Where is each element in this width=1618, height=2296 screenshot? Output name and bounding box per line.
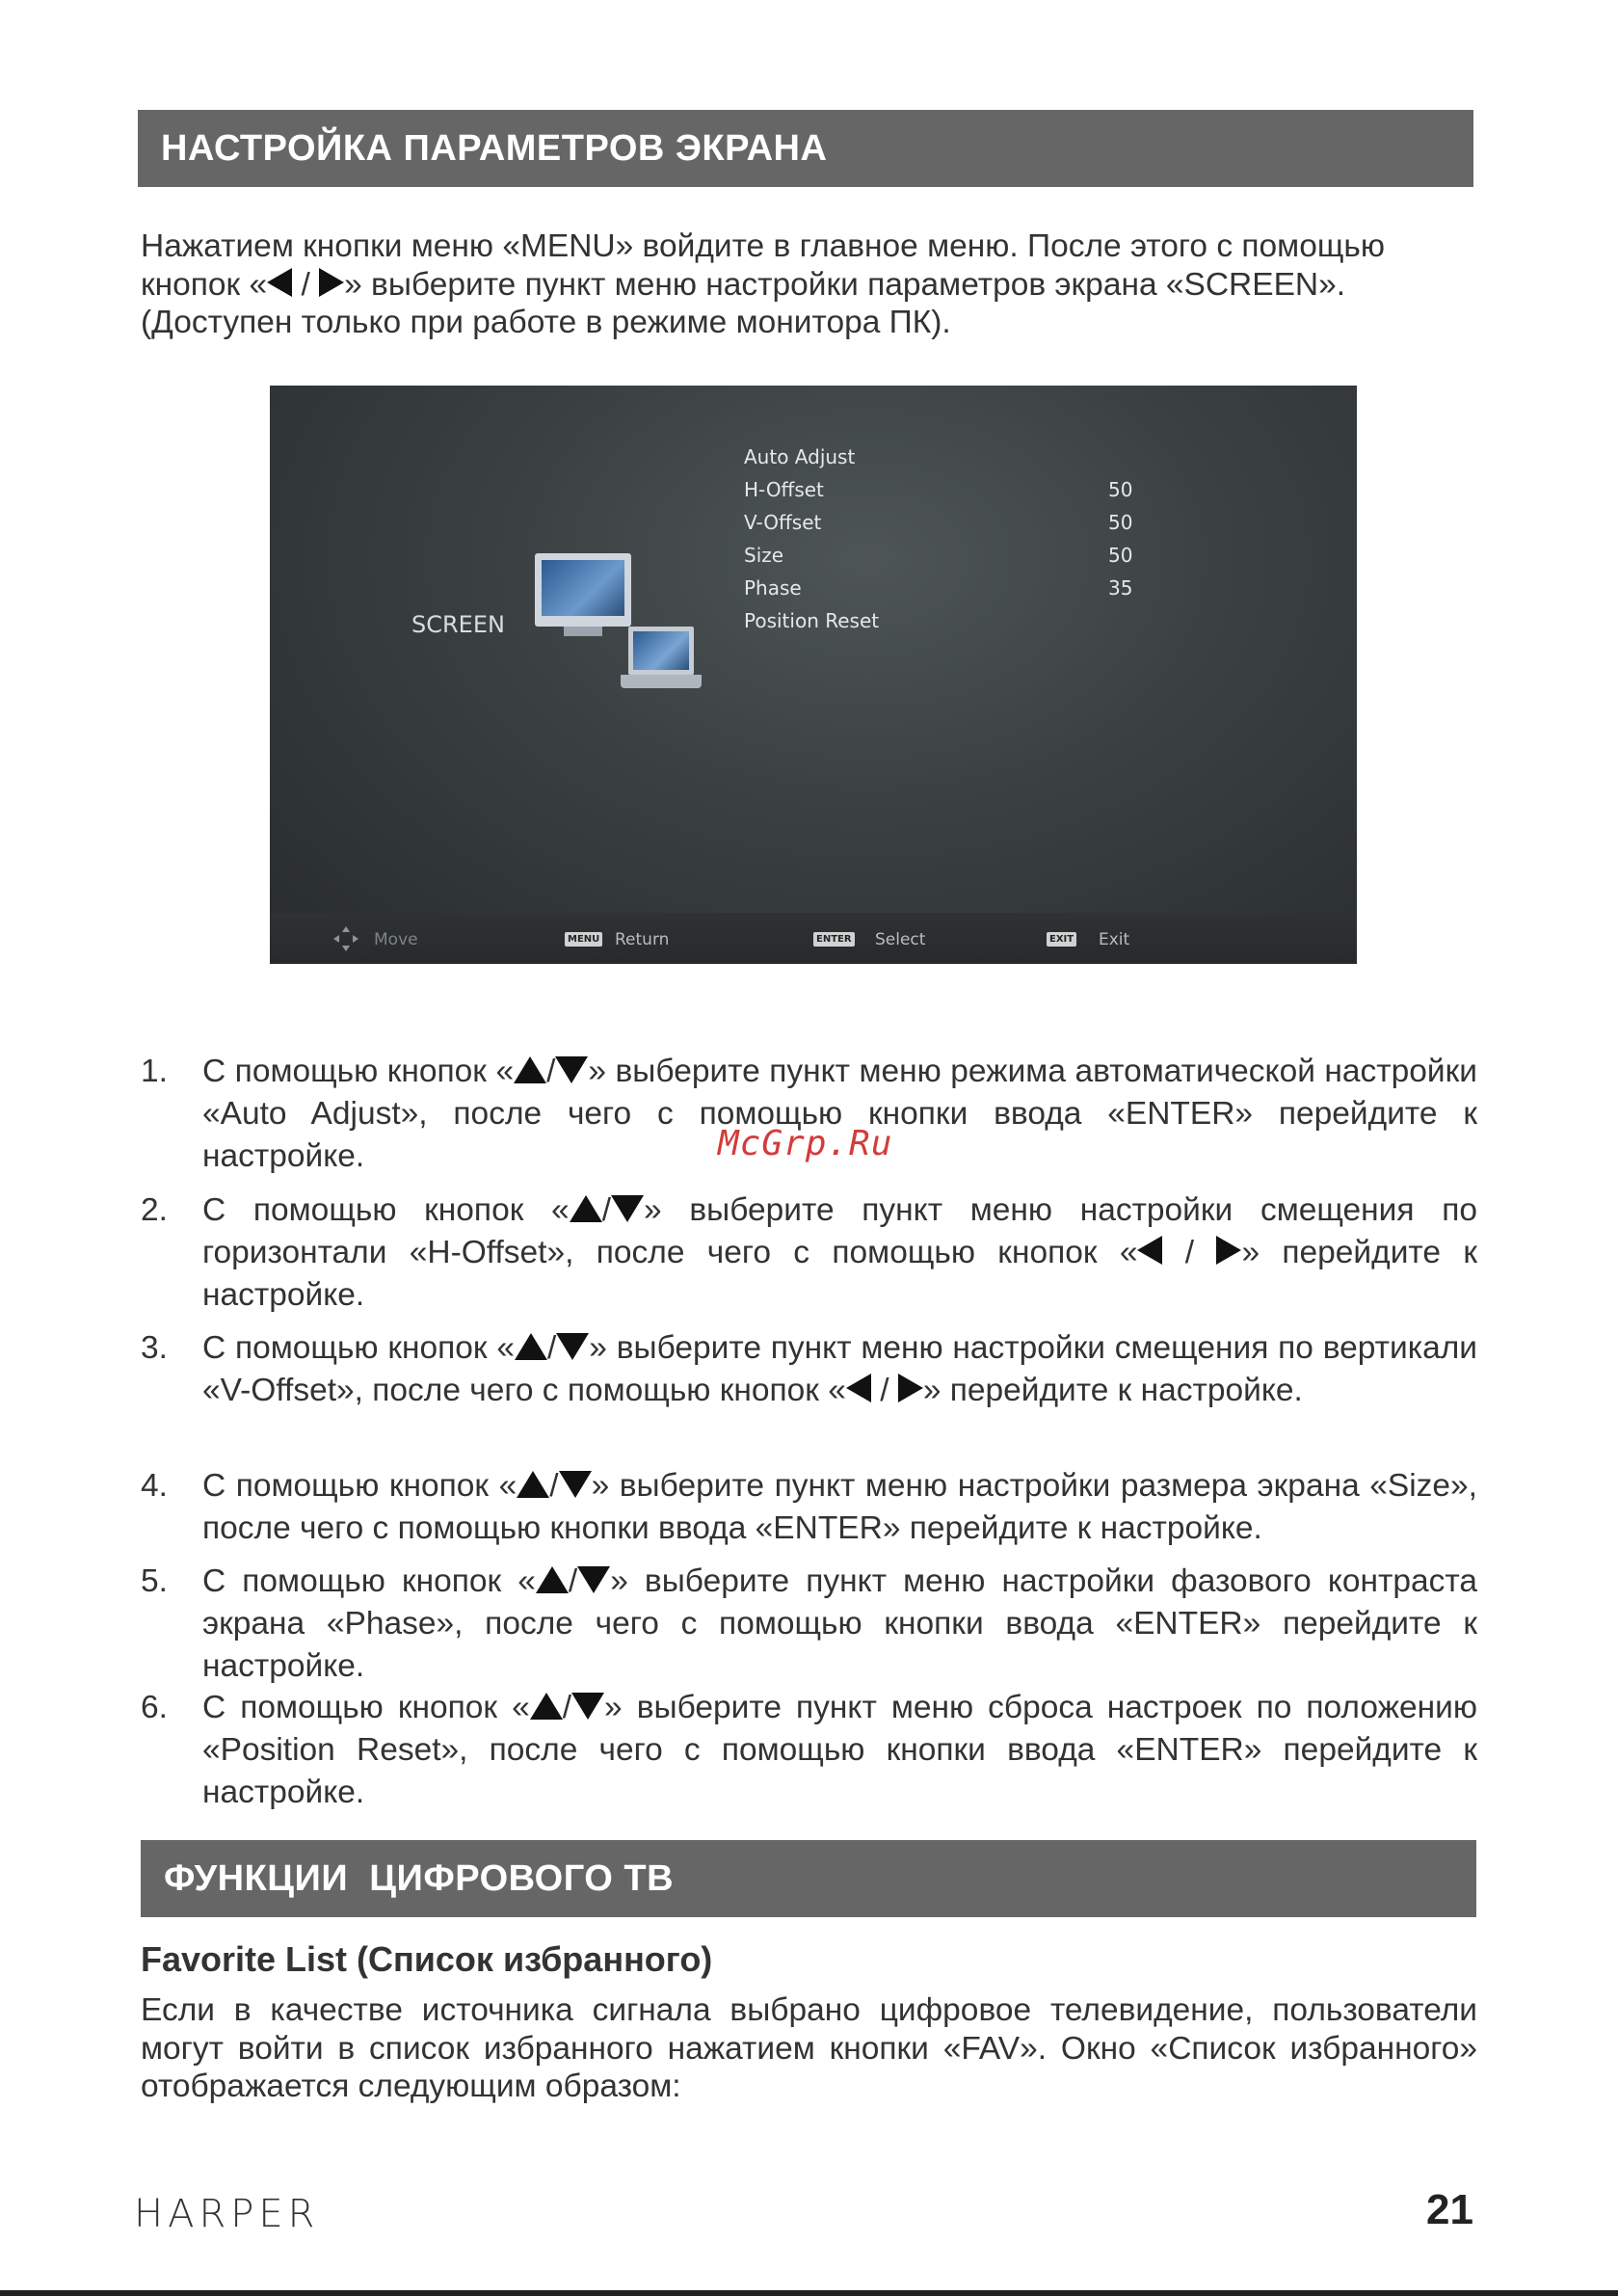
up-arrow-icon — [515, 1333, 547, 1360]
footer-move-label: Move — [374, 930, 418, 949]
menu-value-v-offset: 50 — [1108, 511, 1133, 534]
up-arrow-icon — [530, 1693, 563, 1720]
menu-item-phase[interactable]: Phase — [744, 576, 802, 600]
brand-logo: HARPER — [134, 2192, 320, 2236]
left-arrow-icon — [267, 268, 292, 297]
down-arrow-icon — [611, 1195, 644, 1222]
screen-menu-label: SCREEN — [411, 611, 505, 638]
intro-line-2: кнопок « / » выберите пункт меню настройки параметров экрана «SCREEN». — [141, 266, 1346, 303]
favorite-list-paragraph: Если в качестве источника сигнала выбрано цифровое телевидение, пользователи могут войти в список избранного нажатием кнопки «FAV». Окно «Список избранного» отображается следующим образом: — [141, 1992, 1477, 2104]
section-header — [138, 110, 1473, 187]
down-arrow-icon — [577, 1566, 610, 1593]
right-arrow-icon — [898, 1374, 923, 1402]
down-arrow-icon — [556, 1333, 589, 1360]
menu-value-h-offset: 50 — [1108, 478, 1133, 501]
footer-exit-label: Exit — [1099, 930, 1130, 949]
menu-item-v-offset[interactable]: V-Offset — [744, 511, 822, 534]
up-arrow-icon — [514, 1056, 546, 1083]
intro-paragraph — [141, 227, 1477, 342]
menu-key-icon: MENU — [565, 932, 602, 947]
menu-item-position-reset[interactable]: Position Reset — [744, 609, 880, 632]
right-arrow-icon — [1216, 1236, 1241, 1265]
intro-line-3: (Доступен только при работе в режиме монитора ПК). — [141, 305, 951, 340]
footer-return-label: Return — [615, 930, 670, 949]
footer-select-label: Select — [875, 930, 926, 949]
down-arrow-icon — [571, 1693, 604, 1720]
dpad-icon — [332, 924, 360, 953]
up-arrow-icon — [570, 1195, 602, 1222]
down-arrow-icon — [559, 1471, 592, 1498]
subsection-title: Favorite List (Список избранного) — [141, 1939, 713, 1979]
tv-screen-menu — [270, 386, 1357, 964]
enter-key-icon: ENTER — [813, 932, 855, 947]
menu-item-size[interactable]: Size — [744, 544, 784, 567]
page-number: 21 — [1426, 2186, 1473, 2233]
exit-key-icon: EXIT — [1047, 932, 1076, 947]
up-arrow-icon — [536, 1566, 569, 1593]
down-arrow-icon — [555, 1056, 588, 1083]
menu-item-auto-adjust[interactable]: Auto Adjust — [744, 445, 856, 468]
section-header — [141, 1840, 1476, 1917]
monitor-icon — [535, 553, 631, 627]
right-arrow-icon — [319, 268, 344, 297]
tv-menu-footer — [270, 913, 1357, 964]
left-arrow-icon — [1137, 1236, 1162, 1265]
up-arrow-icon — [517, 1471, 549, 1498]
section-title: ФУНКЦИИ ЦИФРОВОГО ТВ — [164, 1857, 675, 1899]
watermark: McGrp.Ru — [718, 1124, 893, 1163]
divider — [0, 2290, 1618, 2296]
menu-item-h-offset[interactable]: H-Offset — [744, 478, 824, 501]
intro-line-1: Нажатием кнопки меню «MENU» войдите в главное меню. После этого с помощью — [141, 228, 1385, 264]
menu-value-size: 50 — [1108, 544, 1133, 567]
section-title: НАСТРОЙКА ПАРАМЕТРОВ ЭКРАНА — [161, 127, 828, 169]
laptop-icon — [628, 627, 694, 675]
left-arrow-icon — [846, 1374, 871, 1402]
menu-value-phase: 35 — [1108, 576, 1133, 600]
